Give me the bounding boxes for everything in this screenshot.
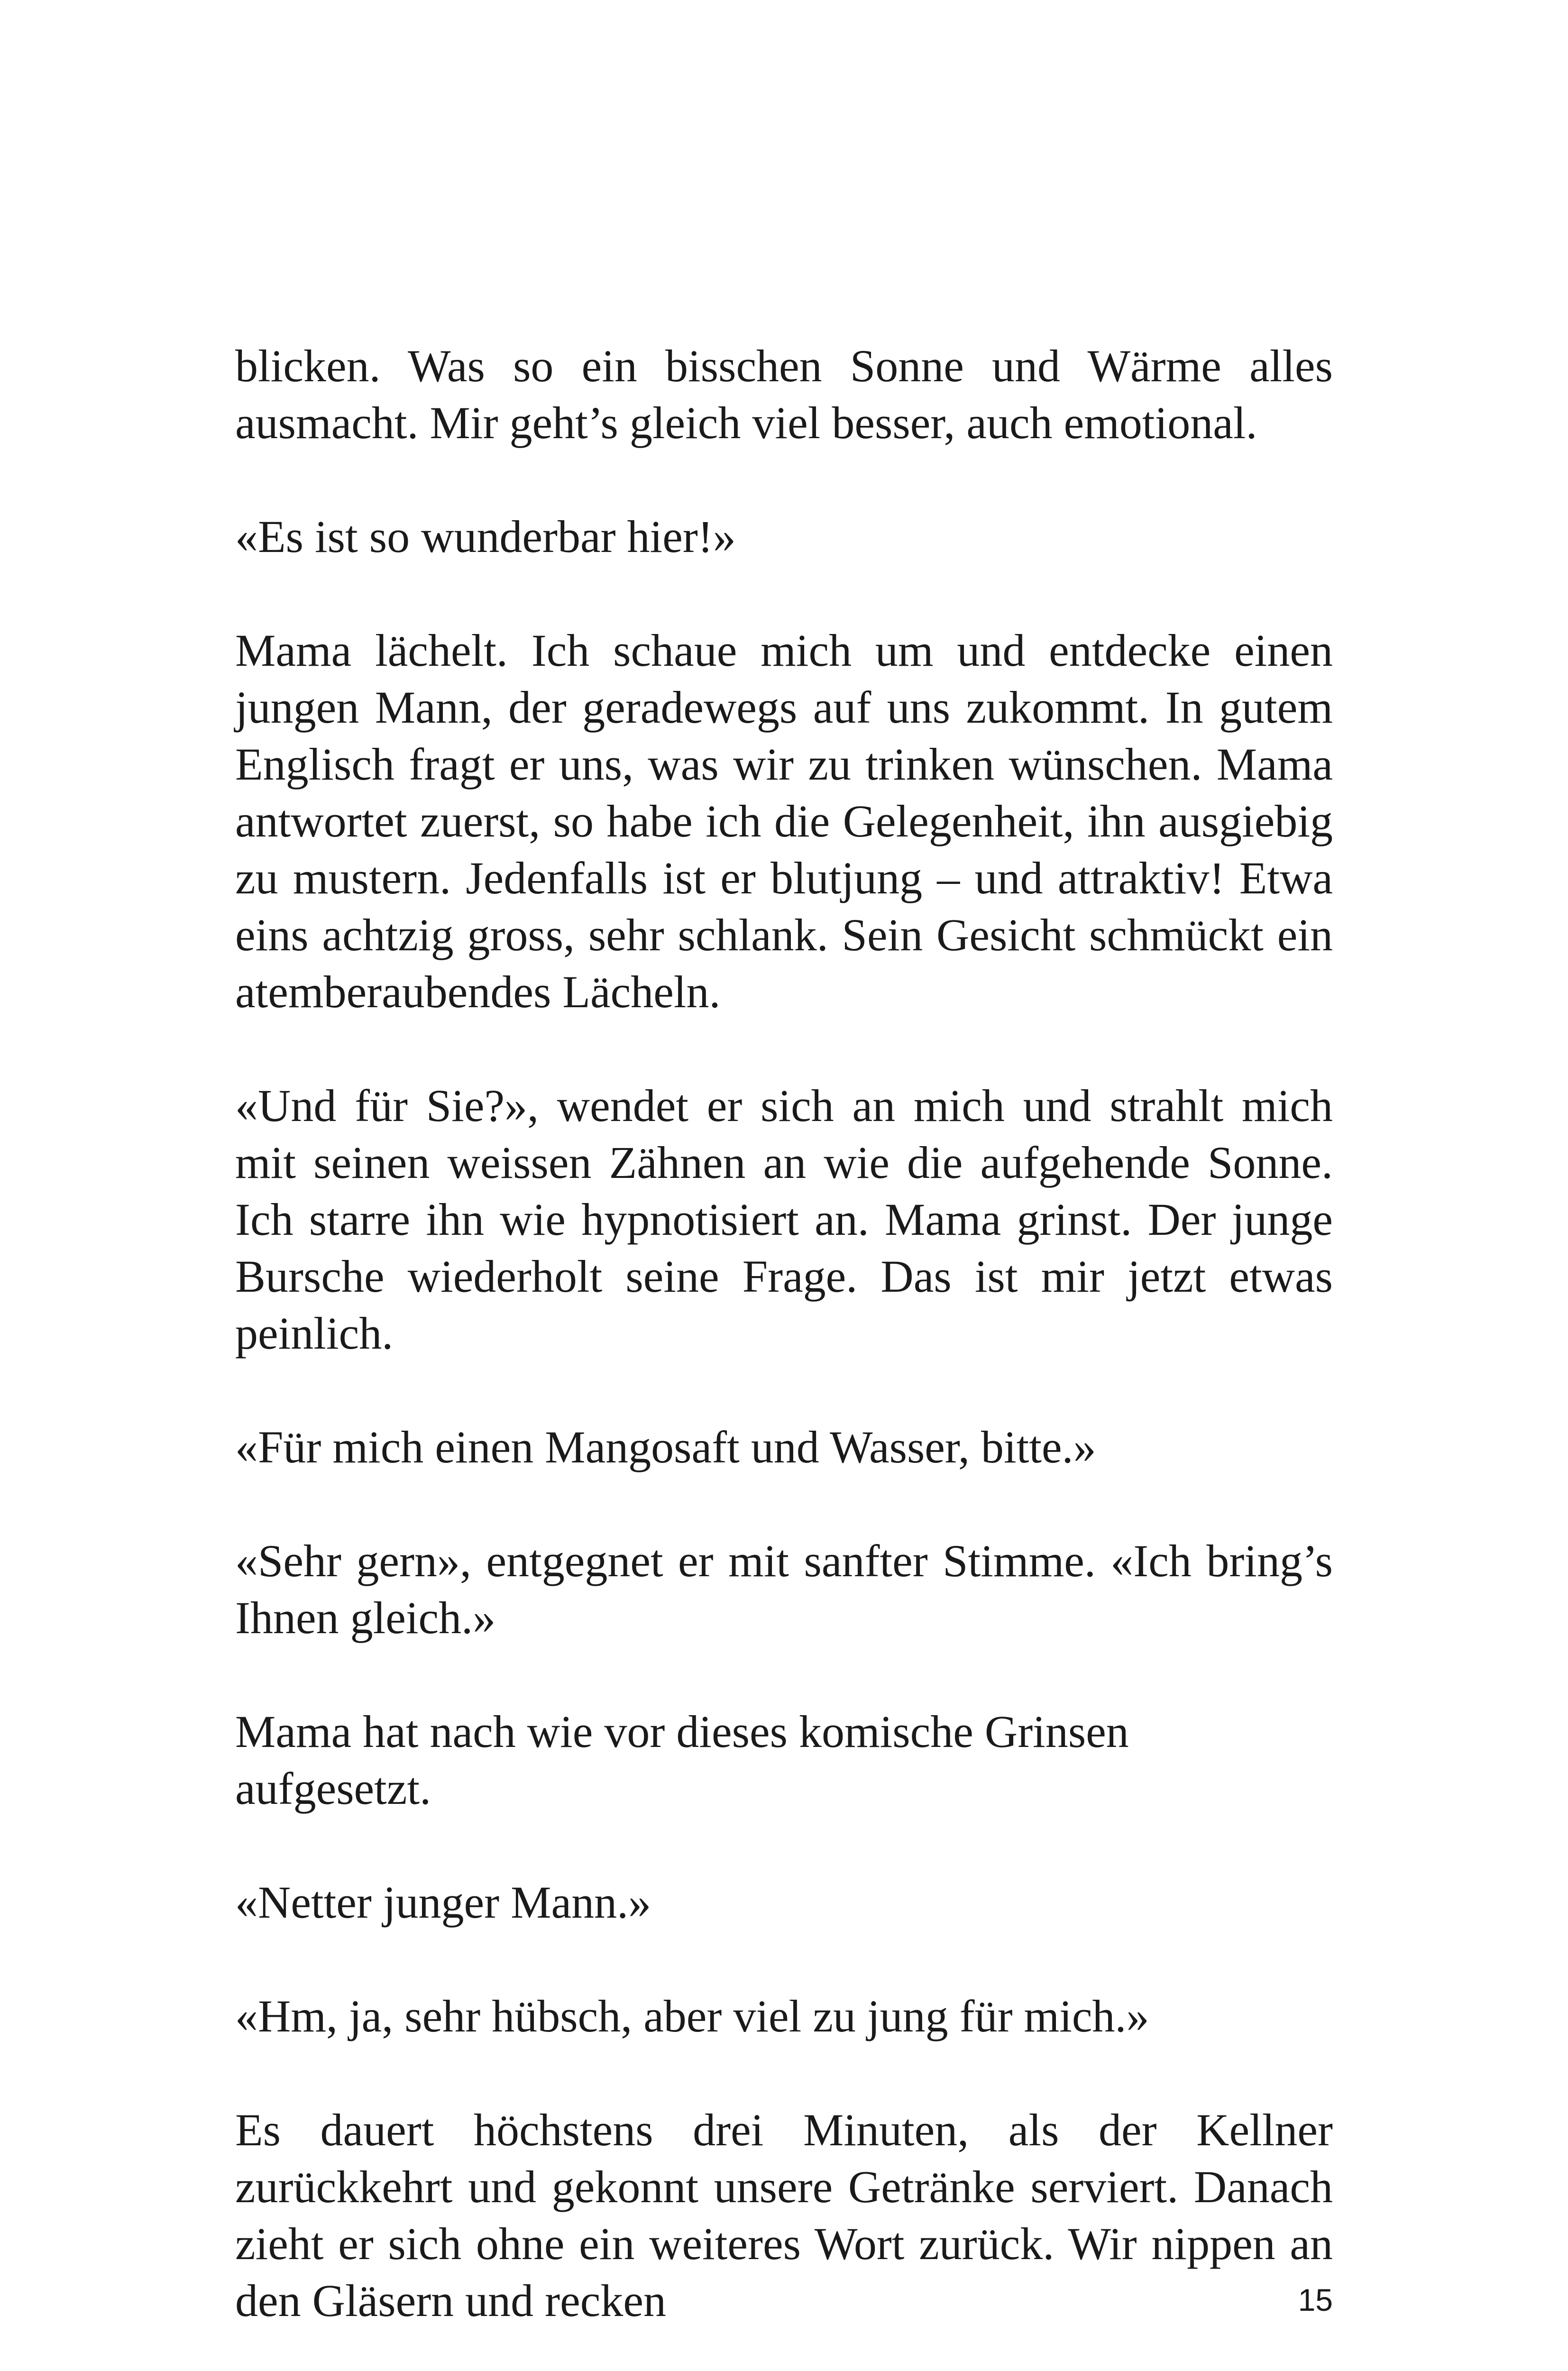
paragraph-1: blicken. Was so ein bisschen Sonne und Wärme alles ausmacht. Mir geht’s gleich viel besser, auch emotional. — [235, 340, 1333, 448]
page-number: 15 — [1298, 2282, 1333, 2317]
body-text — [235, 338, 1333, 2371]
paragraph-10: Es dauert höchstens drei Minuten, als der Kellner zurückkehrt und gekonnt unsere Getränke serviert. Danach zieht er sich ohne ein weiteres Wort zurück. Wir nippen an den Gläsern und recken — [235, 2104, 1333, 2326]
paragraph-4: «Und für Sie?», wendet er sich an mich und strahlt mich mit seinen weissen Zähnen an wie die aufgehende Sonne. Ich starre ihn wie hypnotisiert an. Mama grinst. Der junge Bursche wiederholt seine Frage. Das ist mir jetzt etwas peinlich. — [235, 1080, 1333, 1359]
paragraph-3: Mama lächelt. Ich schaue mich um und entdecke einen jungen Mann, der geradewegs auf uns zukommt. In gutem Englisch fragt er uns, was wir zu trinken wünschen. Mama antwortet zuerst, so habe ich die Gelegenheit, ihn ausgiebig zu mustern. Jedenfalls ist er blutjung – und attraktiv! Etwa eins achtzig gross, sehr schlank. Sein Gesicht schmückt ein atemberaubendes Lächeln. — [235, 625, 1333, 1017]
paragraph-9: «Hm, ja, sehr hübsch, aber viel zu jung für mich.» — [235, 1991, 1149, 2041]
paragraph-6: «Sehr gern», entgegnet er mit sanfter Stimme. «Ich bring’s Ihnen gleich.» — [235, 1535, 1333, 1643]
paragraph-7: Mama hat nach wie vor dieses komische Grinsen aufgesetzt. — [235, 1706, 1129, 1814]
paragraph-5: «Für mich einen Mangosaft und Wasser, bitte.» — [235, 1422, 1096, 1472]
paragraph-8: «Netter junger Mann.» — [235, 1877, 651, 1928]
paragraph-2: «Es ist so wunderbar hier!» — [235, 511, 736, 562]
